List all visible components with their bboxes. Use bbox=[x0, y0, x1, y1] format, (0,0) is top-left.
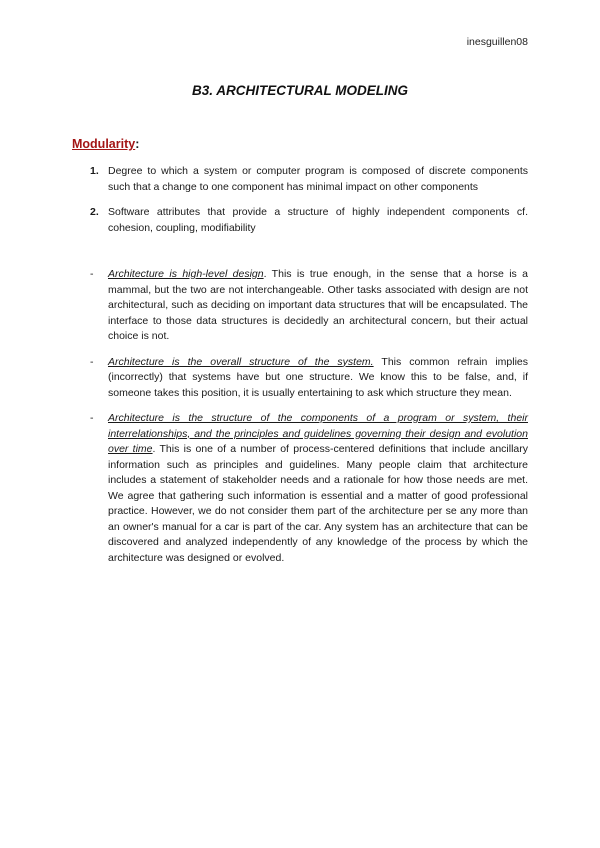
list-item-text: Software attributes that provide a structure of highly independent components cf. cohesion, coupling, modifiability bbox=[108, 206, 528, 234]
list-item-text: Degree to which a system or computer program is composed of discrete components such that a change to one component has minimal impact on other components bbox=[108, 165, 528, 193]
list-item bbox=[72, 355, 528, 402]
section-heading bbox=[72, 137, 139, 151]
definition-quote: Architecture is the structure of the components of a program or system, their interrelationships, and the principles and guidelines governing their design and evolution over time bbox=[108, 412, 528, 455]
section-heading-colon: : bbox=[135, 137, 140, 151]
page-title: B3. ARCHITECTURAL MODELING bbox=[192, 83, 408, 98]
architecture-definitions-list bbox=[72, 267, 528, 576]
list-item bbox=[72, 205, 528, 236]
definition-commentary: . This is true enough, in the sense that a horse is a mammal, but the two are not interchangeable. Other tasks associated with design are not architectural, such as deciding on important data structures that will be encapsulated. The interface to those data structures is decidedly an architectural concern, but their actual choice is not. bbox=[108, 268, 528, 342]
list-item bbox=[72, 267, 528, 345]
list-item-number: 2. bbox=[90, 206, 99, 218]
definition-quote: Architecture is high-level design bbox=[108, 268, 264, 280]
list-item bbox=[72, 411, 528, 566]
list-item-number: 1. bbox=[90, 165, 99, 177]
dash-bullet: - bbox=[90, 355, 94, 368]
list-item bbox=[72, 164, 528, 195]
list-item-body bbox=[108, 355, 528, 402]
list-item-body bbox=[108, 411, 528, 566]
header-username: inesguillen08 bbox=[466, 36, 528, 48]
definition-quote: Architecture is the overall structure of the system. bbox=[108, 355, 374, 368]
dash-bullet: - bbox=[90, 412, 94, 424]
definition-commentary: . This is one of a number of process-centered definitions that include ancillary information such as principles and guidelines. Many people claim that architecture includes a statement of stakeholder needs and a rationale for how those needs are met. We agree that gathering such information is essential and a matter of good professional practice. However, we do not consider them part of the architecture per se any more than an owner's manual for a car is part of the car. Any system has an architecture that can be discovered and analyzed independently of any knowledge of the process by which the architecture was designed or evolved. bbox=[108, 443, 528, 564]
modularity-definitions-list bbox=[72, 164, 528, 246]
list-item-body bbox=[108, 267, 528, 345]
definition-commentary: This common refrain implies (incorrectly) that systems have but one structure. We know this to be false, and, if someone takes this position, it is usually entertaining to ask which structure they mean. bbox=[108, 355, 528, 399]
section-heading-text: Modularity bbox=[72, 137, 136, 151]
dash-bullet: - bbox=[90, 268, 94, 280]
